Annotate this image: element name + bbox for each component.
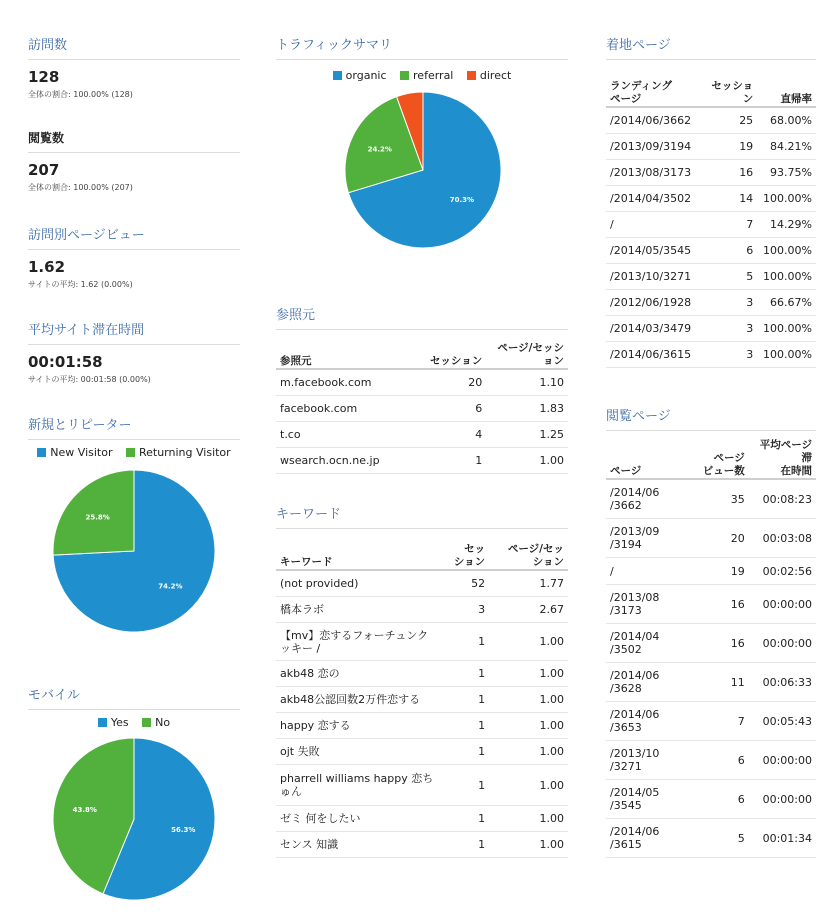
- table-cell-value: 100.00%: [757, 264, 816, 290]
- table-cell-value: 6: [690, 780, 749, 819]
- table-cell-value: 6: [703, 238, 758, 264]
- table-cell-value: 00:06:33: [749, 663, 816, 702]
- table-cell-value: 1: [440, 806, 490, 832]
- pie-data-label: 56.3%: [171, 825, 196, 834]
- table-cell-value: 00:00:00: [749, 741, 816, 780]
- table-cell-label: pharrell williams happy 恋ち ゅん: [276, 765, 440, 806]
- legend-swatch-blue: [98, 718, 107, 727]
- table-cell-value: 1.00: [489, 623, 568, 661]
- column-header[interactable]: 平均ページ滞 在時間: [749, 439, 816, 479]
- visits-value: 128: [28, 68, 60, 86]
- visits-title: 訪問数: [28, 34, 240, 60]
- table-row[interactable]: [276, 369, 568, 396]
- table-cell-value: 3: [703, 316, 758, 342]
- table-cell-label: /2014/06 /3662: [606, 479, 690, 519]
- table-cell-value: 00:00:00: [749, 780, 816, 819]
- table-cell-label: /2014/06 /3615: [606, 819, 690, 858]
- legend-label: No: [155, 716, 171, 729]
- table-cell-value: 1.00: [489, 739, 568, 765]
- pie-data-label: 25.8%: [85, 513, 110, 522]
- referrers-title: 参照元: [276, 304, 568, 330]
- landing-widget: [606, 34, 816, 368]
- table-cell-value: 16: [703, 160, 758, 186]
- table-row[interactable]: [276, 832, 568, 858]
- pages-per-visit-sub: サイトの平均: 1.62 (0.00%): [28, 280, 133, 289]
- table-row[interactable]: [276, 687, 568, 713]
- table-cell-label: wsearch.ocn.ne.jp: [276, 448, 416, 474]
- table-cell-value: 1.00: [489, 806, 568, 832]
- table-row[interactable]: [276, 806, 568, 832]
- pages-per-visit-value: 1.62: [28, 258, 66, 276]
- table-cell-value: 2.67: [489, 597, 568, 623]
- table-row[interactable]: [606, 134, 816, 160]
- table-cell-label: /: [606, 558, 690, 585]
- table-row[interactable]: [606, 819, 816, 858]
- table-cell-value: 1: [440, 739, 490, 765]
- avg-duration-value: 00:01:58: [28, 353, 103, 371]
- table-row[interactable]: [606, 186, 816, 212]
- table-cell-value: 35: [690, 479, 749, 519]
- table-cell-value: 66.67%: [757, 290, 816, 316]
- viewed-widget: [606, 405, 816, 858]
- pageviews-value: 207: [28, 161, 60, 179]
- table-cell-label: /2014/04 /3502: [606, 624, 690, 663]
- table-cell-label: /2013/09/3194: [606, 134, 703, 160]
- table-cell-value: 52: [440, 570, 490, 597]
- table-cell-value: 1.77: [489, 570, 568, 597]
- table-cell-label: akb48 恋の: [276, 661, 440, 687]
- table-cell-label: /2014/06 /3653: [606, 702, 690, 741]
- column-header[interactable]: 参照元: [276, 342, 416, 369]
- legend-label: referral: [413, 69, 454, 82]
- table-cell-value: 1.83: [486, 396, 568, 422]
- table-cell-label: ゼミ 何をしたい: [276, 806, 440, 832]
- table-cell-label: 【mv】恋するフォーチュンク ッキー /: [276, 623, 440, 661]
- table-cell-value: 20: [416, 369, 486, 396]
- table-cell-value: 4: [416, 422, 486, 448]
- table-cell-label: ojt 失敗: [276, 739, 440, 765]
- legend-swatch-green: [142, 718, 151, 727]
- table-cell-label: /2014/05/3545: [606, 238, 703, 264]
- new-returning-widget: [28, 414, 240, 460]
- legend-swatch-blue: [37, 448, 46, 457]
- table-cell-value: 100.00%: [757, 316, 816, 342]
- table-cell-label: /2014/06/3662: [606, 107, 703, 134]
- table-cell-value: 3: [703, 290, 758, 316]
- viewed-title: 閲覧ページ: [606, 405, 816, 431]
- table-cell-value: 14: [703, 186, 758, 212]
- table-cell-value: 1: [440, 765, 490, 806]
- table-cell-value: 00:03:08: [749, 519, 816, 558]
- legend-item-direct[interactable]: [467, 69, 511, 82]
- column-header[interactable]: ページ: [606, 439, 690, 479]
- table-cell-value: 5: [703, 264, 758, 290]
- visits-widget: [28, 34, 240, 100]
- mobile-legend: [28, 716, 240, 730]
- table-cell-label: t.co: [276, 422, 416, 448]
- table-cell-value: 19: [690, 558, 749, 585]
- table-row[interactable]: [606, 519, 816, 558]
- legend-swatch-green: [126, 448, 135, 457]
- table-cell-label: /2013/08 /3173: [606, 585, 690, 624]
- table-row[interactable]: [606, 212, 816, 238]
- table-cell-value: 7: [703, 212, 758, 238]
- table-cell-label: センス 知識: [276, 832, 440, 858]
- legend-item-new-visitor[interactable]: [37, 446, 112, 459]
- table-header-row: [276, 342, 568, 369]
- table-cell-label: /2014/05 /3545: [606, 780, 690, 819]
- table-row[interactable]: [606, 585, 816, 624]
- pie-data-label: 70.3%: [449, 195, 475, 204]
- column-header[interactable]: ランディング ページ: [606, 72, 703, 107]
- pages-per-visit-widget: [28, 224, 240, 290]
- table-cell-value: 1.00: [489, 765, 568, 806]
- table-cell-value: 7: [690, 702, 749, 741]
- table-row[interactable]: [276, 739, 568, 765]
- table-cell-value: 20: [690, 519, 749, 558]
- legend-item-no[interactable]: [142, 716, 170, 729]
- column-header[interactable]: 直帰率: [757, 72, 816, 107]
- column-header[interactable]: ページ/セッション: [486, 342, 568, 369]
- table-cell-value: 6: [690, 741, 749, 780]
- table-row[interactable]: [276, 623, 568, 661]
- pie-data-label: 74.2%: [158, 582, 183, 591]
- table-cell-value: 5: [690, 819, 749, 858]
- column-header[interactable]: セッ ション: [440, 539, 490, 570]
- legend-label: direct: [479, 69, 512, 82]
- table-cell-value: 1: [440, 713, 490, 739]
- table-row[interactable]: [606, 107, 816, 134]
- traffic-widget: [276, 34, 568, 83]
- table-cell-value: 1.10: [486, 369, 568, 396]
- table-cell-value: 1: [440, 661, 490, 687]
- table-header-row: [606, 439, 816, 479]
- pages-per-visit-title: 訪問別ページビュー: [28, 224, 240, 250]
- table-cell-label: (not provided): [276, 570, 440, 597]
- table-cell-value: 00:02:56: [749, 558, 816, 585]
- table-row[interactable]: [276, 597, 568, 623]
- table-row[interactable]: [606, 160, 816, 186]
- table-cell-value: 00:00:00: [749, 624, 816, 663]
- table-cell-label: /2014/06 /3628: [606, 663, 690, 702]
- table-row[interactable]: [276, 422, 568, 448]
- table-row[interactable]: [276, 396, 568, 422]
- keywords-table: [276, 539, 568, 858]
- legend-label: Yes: [110, 716, 129, 729]
- table-cell-label: happy 恋する: [276, 713, 440, 739]
- table-cell-value: 1.00: [489, 687, 568, 713]
- table-cell-value: 84.21%: [757, 134, 816, 160]
- table-header-row: [606, 72, 816, 107]
- table-row[interactable]: [606, 780, 816, 819]
- table-cell-value: 00:08:23: [749, 479, 816, 519]
- new-returning-title: 新規とリピーター: [28, 414, 240, 440]
- keywords-title: キーワード: [276, 503, 568, 529]
- column-header[interactable]: キーワード: [276, 539, 440, 570]
- traffic-pie-chart: [343, 90, 503, 250]
- table-row[interactable]: [606, 741, 816, 780]
- table-cell-value: 16: [690, 624, 749, 663]
- table-row[interactable]: [606, 624, 816, 663]
- avg-duration-title: 平均サイト滞在時間: [28, 319, 240, 345]
- landing-table: [606, 72, 816, 368]
- visits-sub: 全体の割合: 100.00% (128): [28, 90, 133, 99]
- table-cell-label: /2012/06/1928: [606, 290, 703, 316]
- table-cell-label: facebook.com: [276, 396, 416, 422]
- column-header[interactable]: ページ ビュー数: [690, 439, 749, 479]
- table-cell-value: 25: [703, 107, 758, 134]
- table-cell-value: 100.00%: [757, 238, 816, 264]
- keywords-widget: [276, 503, 568, 858]
- pageviews-title: 閲覧数: [28, 129, 240, 153]
- table-cell-value: 19: [703, 134, 758, 160]
- table-row[interactable]: [276, 661, 568, 687]
- table-cell-value: 14.29%: [757, 212, 816, 238]
- table-row[interactable]: [606, 316, 816, 342]
- mobile-widget: [28, 684, 240, 730]
- traffic-legend: [276, 69, 568, 83]
- table-cell-value: 00:01:34: [749, 819, 816, 858]
- legend-label: Returning Visitor: [138, 446, 231, 459]
- table-cell-value: 1: [440, 687, 490, 713]
- table-row[interactable]: [276, 448, 568, 474]
- table-row[interactable]: [606, 290, 816, 316]
- table-row[interactable]: [276, 765, 568, 806]
- table-cell-value: 00:00:00: [749, 585, 816, 624]
- table-cell-value: 00:05:43: [749, 702, 816, 741]
- table-row[interactable]: [606, 264, 816, 290]
- table-cell-label: /2014/03/3479: [606, 316, 703, 342]
- legend-item-returning-visitor[interactable]: [126, 446, 231, 459]
- table-row[interactable]: [276, 570, 568, 597]
- table-cell-value: 1.25: [486, 422, 568, 448]
- column-header[interactable]: ページ/セッ ション: [489, 539, 568, 570]
- referrers-table: [276, 342, 568, 474]
- column-header[interactable]: セッショ ン: [703, 72, 758, 107]
- legend-swatch-orange: [467, 71, 476, 80]
- table-cell-label: 橋本ラボ: [276, 597, 440, 623]
- table-header-row: [276, 539, 568, 570]
- avg-duration-sub: サイトの平均: 00:01:58 (0.00%): [28, 375, 151, 384]
- viewed-table: [606, 439, 816, 858]
- table-cell-value: 1: [440, 832, 490, 858]
- table-cell-label: /: [606, 212, 703, 238]
- referrers-widget: [276, 304, 568, 474]
- table-cell-label: m.facebook.com: [276, 369, 416, 396]
- pageviews-sub: 全体の割合: 100.00% (207): [28, 183, 133, 192]
- legend-swatch-blue: [333, 71, 342, 80]
- table-cell-value: 6: [416, 396, 486, 422]
- table-cell-value: 1.00: [486, 448, 568, 474]
- table-cell-value: 16: [690, 585, 749, 624]
- table-row[interactable]: [606, 342, 816, 368]
- table-cell-value: 1.00: [489, 832, 568, 858]
- avg-duration-widget: [28, 319, 240, 385]
- table-cell-label: /2013/08/3173: [606, 160, 703, 186]
- legend-swatch-green: [400, 71, 409, 80]
- table-cell-value: 1: [440, 623, 490, 661]
- table-row[interactable]: [606, 238, 816, 264]
- table-cell-value: 1: [416, 448, 486, 474]
- table-cell-label: /2014/04/3502: [606, 186, 703, 212]
- landing-title: 着地ページ: [606, 34, 816, 60]
- legend-item-yes[interactable]: [98, 716, 129, 729]
- table-row[interactable]: [606, 702, 816, 741]
- legend-label: New Visitor: [50, 446, 113, 459]
- legend-item-referral[interactable]: [400, 69, 453, 82]
- table-row[interactable]: [276, 713, 568, 739]
- table-row[interactable]: [606, 558, 816, 585]
- table-cell-label: /2013/10 /3271: [606, 741, 690, 780]
- table-cell-value: 100.00%: [757, 342, 816, 368]
- table-cell-value: 68.00%: [757, 107, 816, 134]
- table-cell-label: /2014/06/3615: [606, 342, 703, 368]
- new-returning-pie-chart: [51, 468, 217, 634]
- legend-item-organic[interactable]: [333, 69, 387, 82]
- table-cell-value: 100.00%: [757, 186, 816, 212]
- table-cell-value: 93.75%: [757, 160, 816, 186]
- table-cell-value: 1.00: [489, 713, 568, 739]
- pie-data-label: 43.8%: [72, 806, 97, 815]
- table-cell-value: 3: [703, 342, 758, 368]
- pageviews-widget: [28, 129, 240, 193]
- table-cell-label: /2013/09 /3194: [606, 519, 690, 558]
- mobile-title: モバイル: [28, 684, 240, 710]
- table-cell-value: 11: [690, 663, 749, 702]
- table-cell-label: akb48公認回数2万件恋する: [276, 687, 440, 713]
- pie-data-label: 24.2%: [367, 145, 392, 154]
- traffic-title: トラフィックサマリ: [276, 34, 568, 60]
- mobile-pie-chart: [51, 736, 217, 902]
- table-row[interactable]: [606, 479, 816, 519]
- table-cell-value: 3: [440, 597, 490, 623]
- table-cell-value: 1.00: [489, 661, 568, 687]
- table-row[interactable]: [606, 663, 816, 702]
- table-cell-label: /2013/10/3271: [606, 264, 703, 290]
- column-header[interactable]: セッション: [416, 342, 486, 369]
- new-returning-legend: [28, 446, 240, 460]
- legend-label: organic: [345, 69, 387, 82]
